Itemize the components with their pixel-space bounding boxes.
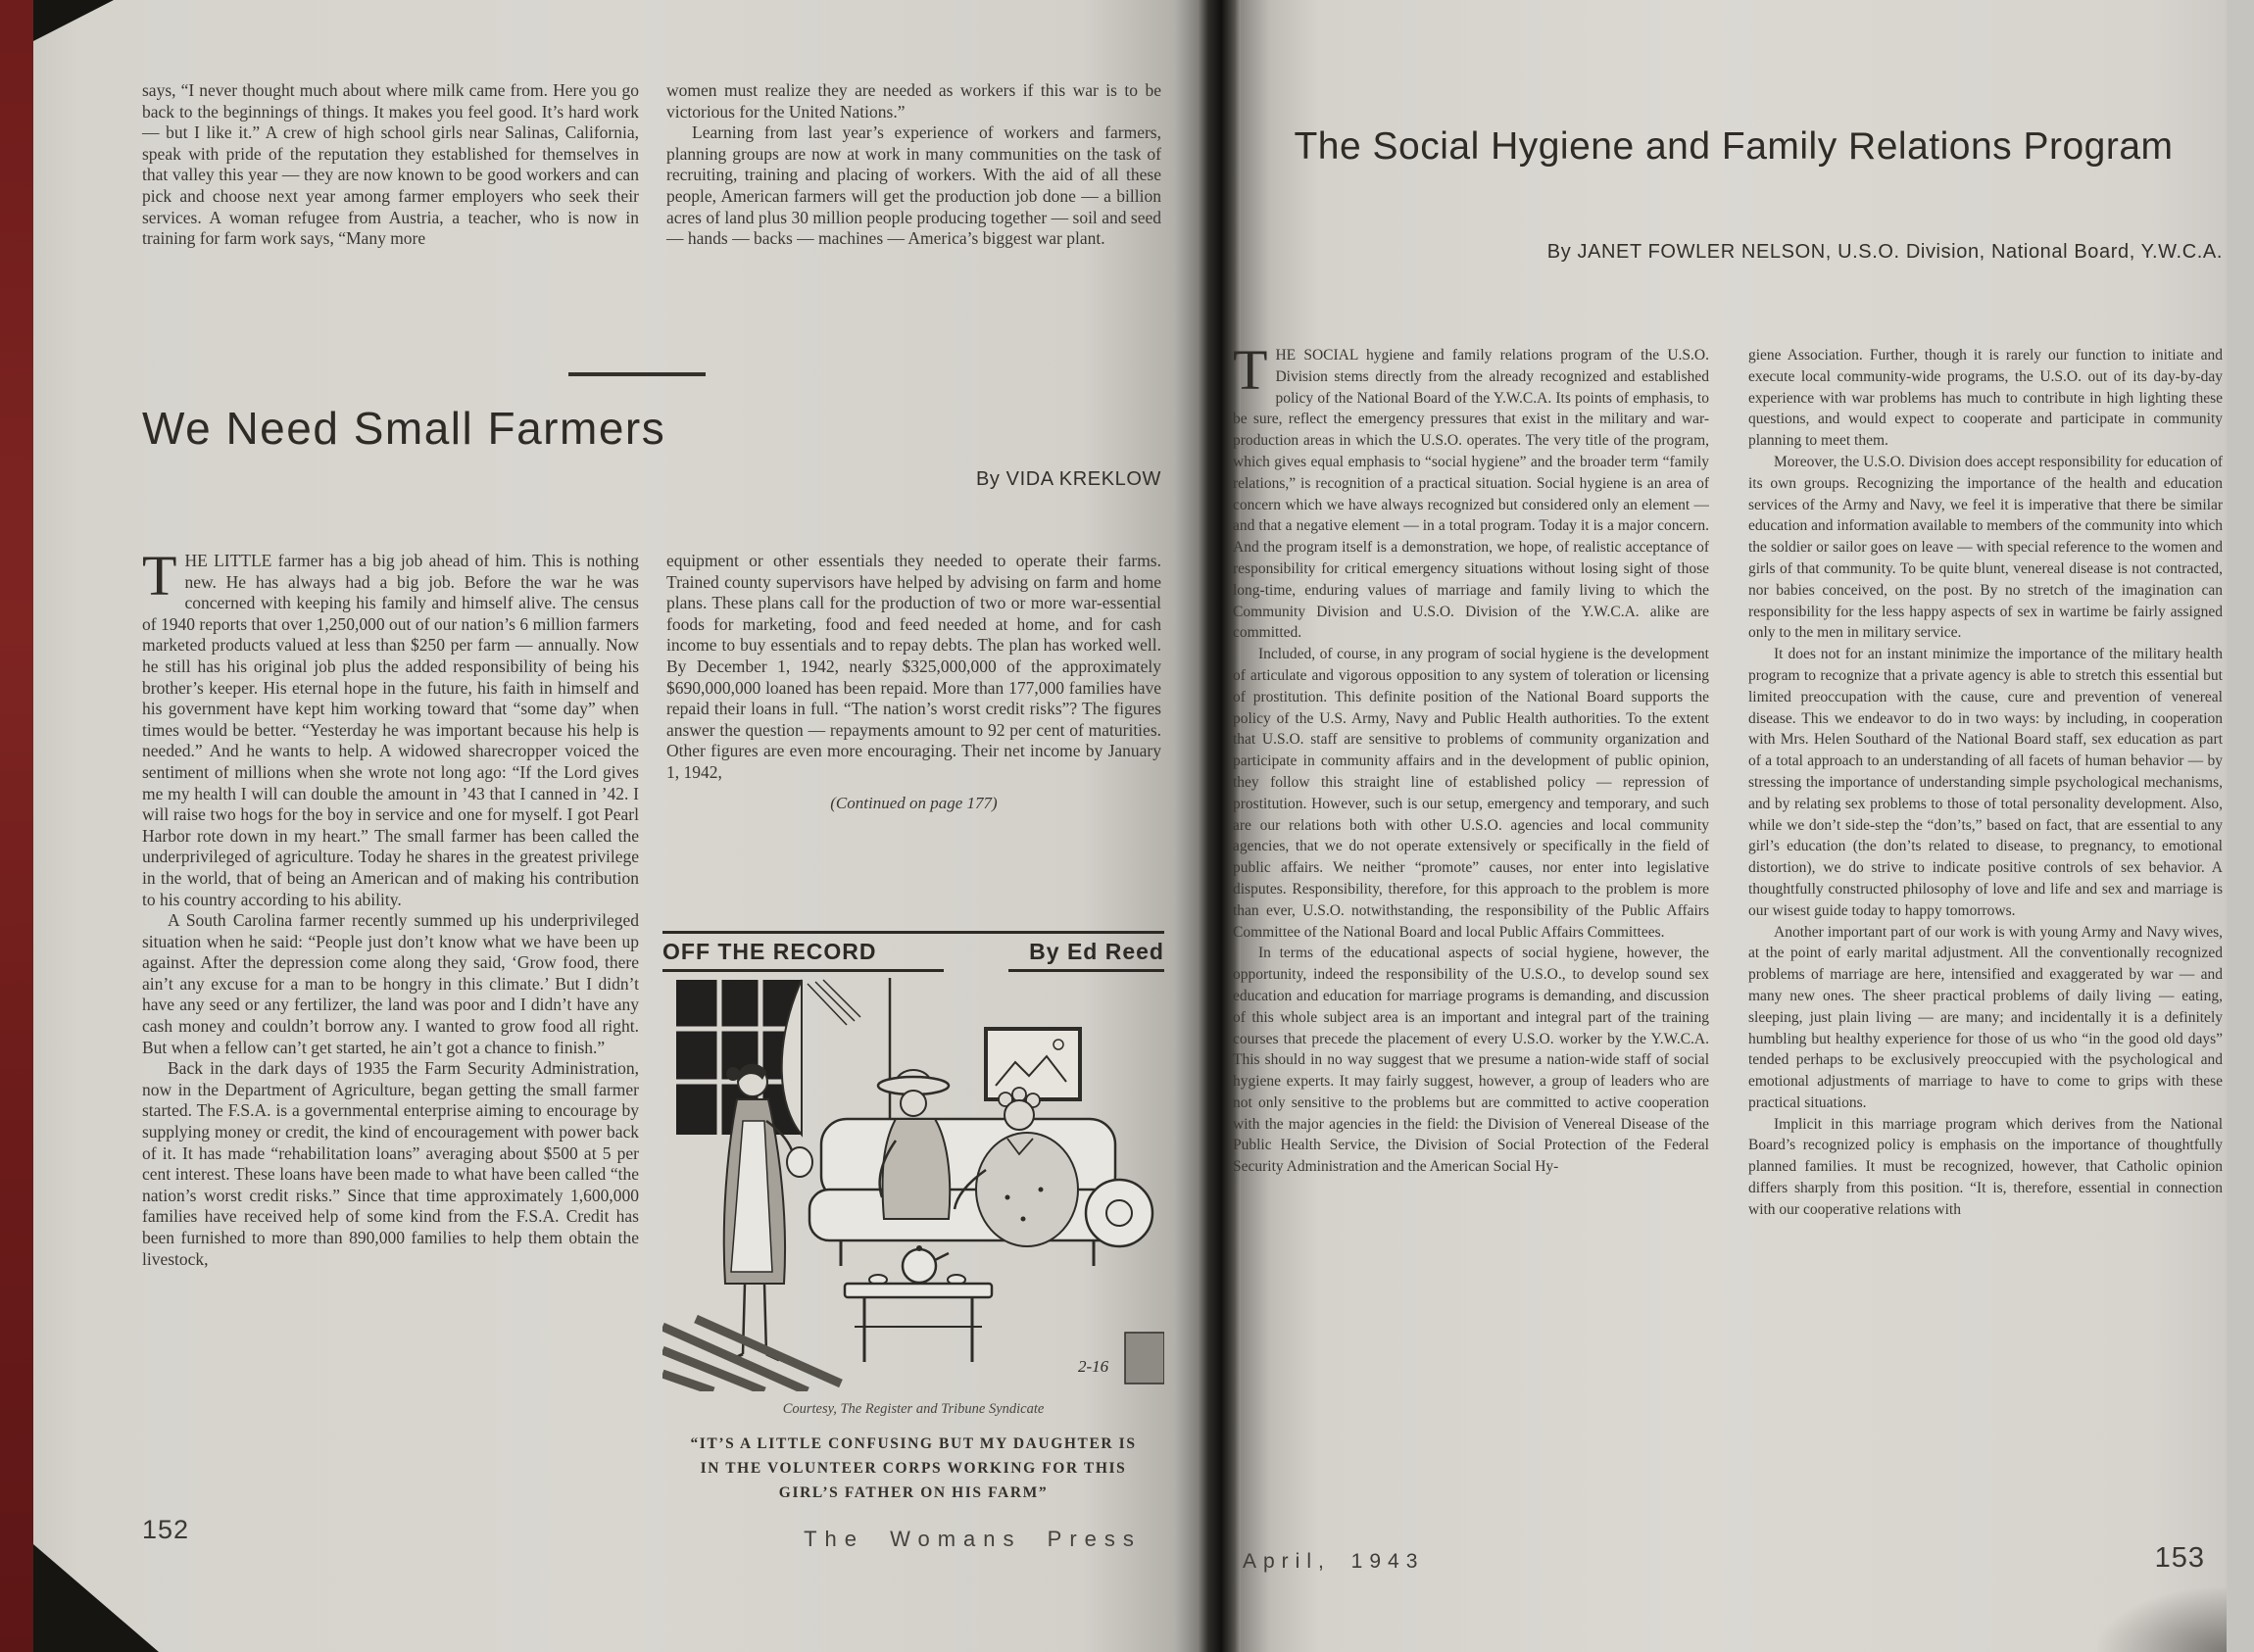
paragraph: Back in the dark days of 1935 the Farm Security Administration, now in the Department of Agriculture, began getting the small farmer started. The F.S.A. is a governmental enterprise aiming to encourage by supplying money or credit, the kind of encouragement with power back of it. It has made “rehabilitation loans” averaging about $500 at 5 per cent interest. These loans have been made to what have been called “the nation’s worst credit risks.” Since that time approximately 1,600,000 families have received help of some kind from the F.S.A. Credit has been furnished to more than 890,000 families to help them obtain the livestock,	[142, 1058, 639, 1269]
cartoon-signature: 2-16	[1078, 1357, 1109, 1376]
paragraph: giene Association. Further, though it is rarely our function to initiate and execute local community-wide programs, the U.S.O. out of its day-by-day experience with war problems has much to contribute in high lighting these questions, and would expect to cooperate and participate in community planning to meet them.	[1748, 347, 2223, 450]
article-left-col1	[142, 551, 639, 1521]
magazine-title-footer: The Womans Press	[804, 1527, 1142, 1551]
article-right-col2	[1748, 345, 2223, 1532]
paragraph: Included, of course, in any program of social hygiene is the development of articulate and vigorous opposition to any system of toleration or licensing of prostitution. This definite position of the National Board supports the policy of the U.S. Army, Navy and Public Health authorities. To the extent that U.S.O. staff are sensitive to problems of community organization and participate in community affairs and in the development of public opinion, they follow this straight line of established policy — repression of prostitution. However, such is our setup, emergency and temporary, and such are our relations both with other U.S.O. agencies and local community agencies, that we do not operate extensively or specifically in the field of public affairs. We neither “promote” causes, nor enter into legislative disputes. Responsibility, therefore, for this approach to the problem is more than ever, U.S.O. notwithstanding, the responsibility of the Public Affairs Committee of the National Board and local Public Affairs Committees.	[1233, 646, 1709, 941]
paragraph-text: HE SOCIAL hygiene and family relations program of the U.S.O. Division stems directly from the already recognized and established policy of the National Board of the Y.W.C.A. Its points of emphasis, to be sure, reflect the emergency pressures that exist in the military and war-production areas in which the U.S.O. operates. The very title of the program, which gives equal emphasis to “social hygiene” and the broader term “family relations,” is recognition of a practical situation. Social hygiene is an area of concern which we have always recognized but considered only an element — and that a negative element — in a total program. Today it is a major concern. And the program itself is a demonstration, we hope, of realistic acceptance of responsibility for critical emergency situations without losing sight of those long-time, enduring values of marriage and family living to which the Community Division and U.S.O. Division of the Y.W.C.A. alike are committed.	[1233, 347, 1709, 642]
page-curl-bottom-left	[33, 1544, 159, 1652]
continued-article-col1: says, “I never thought much about where milk came from. Here you go back to the beginnings of things. It makes you feel good. It’s hard work — but I like it.” A crew of high school girls near Salinas, California, speak with pride of the reputation they established for themselves in that valley this year — they are now known to be good workers and can pick and choose next year among farmer employers who seek their services. A woman refugee from Austria, a teacher, who is now in training for farm work says, “Many more	[142, 80, 639, 249]
paragraph: Learning from last year’s experience of workers and farmers, planning groups are now at work in many communities on the task of recruiting, training and placing of workers. With the aid of all these people, American farmers will get the production job done — a billion acres of land plus 30 million people producing together — soil and seed — hands — backs — machines — America’s biggest war plant.	[666, 122, 1161, 249]
page-number-right: 153	[2154, 1542, 2205, 1574]
ottoman-block	[1125, 1333, 1164, 1384]
cartoon-title: OFF THE RECORD	[662, 939, 944, 972]
paragraph: It does not for an instant minimize the importance of the military health program to recognize that a private agency is able to stretch this essential but limited preoccupation with the cause, cure and prevention of venereal disease. This we endeavor to do in two ways: by including, in cooperation with Mrs. Helen Southard of the National Board staff, sex education as part of a total approach to an understanding of all facets of human behavior — by stressing the importance of understanding simple psychological mechanisms, and by relating sex problems to those of total personality development. Also, while we don’t side-step the “don’ts,” based on fact, that are essential to any girl’s education (the don’ts related to disease, to pregnancy, to emotional distortion), we do strive to indicate positive controls of sex behavior. A thoughtfully constructed philosophy of love and life and sex and marriage is our wisest guide today to happy tomorrows.	[1748, 646, 2223, 919]
cartoon-artist-byline: By Ed Reed	[1008, 939, 1164, 972]
cartoon-credit: Courtesy, The Register and Tribune Syndicate	[782, 1401, 1045, 1417]
paragraph: Implicit in this marriage program which derives from the National Board’s recognized policy is emphasis on the importance of thoughtfully planned families. It must be recognized, however, that Catholic opinion differs sharply from this position. “It is, therefore, essential in connection with our cooperative relations with	[1748, 1115, 2223, 1218]
paragraph	[1233, 345, 1709, 644]
picture-frame-icon	[986, 1029, 1080, 1099]
paragraph: Moreover, the U.S.O. Division does accept responsibility for education of its own groups. Recognizing the importance of the health and education services of the Army and Navy, we feel it is imperative that there be similar education and information available to members of the community into which the soldier or sailor goes on leave — with special reference to the women and girls of that community. To be quite blunt, venereal disease is not contracted, nor babies conceived, on the post. By no stretch of the imagination can responsibility for the less happy aspects of sex in wartime be fairly assigned only to the men in military service.	[1748, 453, 2223, 642]
continued-article-col2	[666, 80, 1161, 250]
cartoon-panel	[662, 931, 1164, 1505]
cartoon-illustration	[662, 972, 1164, 1391]
binding-edge-strip	[0, 0, 33, 1652]
continued-note: (Continued on page 177)	[830, 793, 998, 812]
article-title-right: The Social Hygiene and Family Relations Program	[1294, 125, 2174, 168]
paragraph	[142, 551, 639, 910]
paragraph: women must realize they are needed as workers if this war is to be victorious for the United Nations.”	[666, 80, 1161, 121]
article-byline-right: By JANET FOWLER NELSON, U.S.O. Division, National Board, Y.W.C.A.	[1546, 241, 2223, 263]
paragraph-text: HE LITTLE farmer has a big job ahead of him. This is nothing new. He has always had a big job. Before the war he was concerned with keeping his family and himself alive. The census of 1940 reports that over 1,250,000 out of our nation’s 6 million farmers marketed products valued at less than $250 per farm — annually. Now he still has his original job plus the added responsibility of being his brother’s keeper. His eternal hope in the future, his faith in himself and his government have kept him working toward that “some day” when times would be better. “Yesterday he was important because his help is needed.” And he wants to help. A widowed sharecropper voiced the sentiment of millions when she wrote not long ago: “If the Lord gives me my health I will can double the amount in ’43 that I canned in ’42. I will raise two hogs for the boy in service and one for myself. I got Pearl Harbor rote down in my heart.” The small farmer has been called the underprivileged of agriculture. Today he shares in the greatest privilege in the world, that of being an American and of making his contribution to his country according to his ability.	[142, 551, 639, 909]
article-byline-left: By VIDA KREKLOW	[975, 468, 1161, 490]
page-corner-shadow	[2097, 1587, 2227, 1652]
drop-cap: T	[142, 551, 177, 607]
paragraph: equipment or other essentials they needed to operate their farms. Trained county supervisors have helped by advising on farm and home plans. These plans call for the production of two or more war-essential foods for marketing, food and feed needed at home, and for cash income to buy essentials and to repay debts. The plan has worked well. By December 1, 1942, nearly $325,000,000 of the approximately $690,000,000 loaned has been repaid. More than 177,000 families have repaid their loans in full. “The nation’s worst credit risks”? The figures answer the question — repayments amount to 92 per cent of maturities. Other figures are even more encouraging. Their net income by January 1, 1942,	[666, 551, 1161, 782]
section-divider	[568, 372, 706, 376]
page-curl-top-left	[33, 0, 114, 41]
seated-woman-with-hat	[878, 1070, 950, 1219]
cartoon-caption: “IT’S A LITTLE CONFUSING BUT MY DAUGHTER IS IN THE VOLUNTEER CORPS WORKING FOR THIS GIRL’S FATHER ON HIS FARM”	[690, 1435, 1137, 1501]
drop-cap: T	[1233, 345, 1268, 402]
article-title-left: We Need Small Farmers	[142, 403, 666, 454]
cartoon-header	[662, 931, 1164, 972]
issue-date-footer: April, 1943	[1243, 1550, 1425, 1573]
paragraph: A South Carolina farmer recently summed up his underprivileged situation when he said: “People just don’t know what we have been up against. After the depression come along they said, ‘Grow food, there ain’t any excuse for a man to be hongry in this climate.’ But I didn’t have any seed or any fertilizer, the land was poor and I didn’t have any cash money and couldn’t borrow any. I wanted to grow food all right. But when a fellow can’t get started, he ain’t got a chance to finish.”	[142, 910, 639, 1057]
page-number-left: 152	[142, 1515, 190, 1544]
paragraph: In terms of the educational aspects of social hygiene, however, the opportunity, indeed the responsibility of the U.S.O., to develop sound sex education and education for marriage programs is demanding, and discussion of this whole subject area is an important and integral part of the training courses that precede the placement of every U.S.O. worker by the Y.W.C.A. This should in no way suggest that we presume a nation-wide staff of social hygiene experts. It may fairly suggest, however, a group of leaders who are not only sensitive to the problems but are committed to active cooperation with the major agencies in the field: the Division of Venereal Disease of the Public Health Service, the Division of Social Protection of the Federal Security Administration and the American Social Hy-	[1233, 945, 1709, 1176]
article-right-col1	[1233, 345, 1709, 1532]
tea-table	[845, 1245, 992, 1362]
paragraph: Another important part of our work is with young Army and Navy wives, at the point of early marital adjustment. All the conventionally recognized problems of marriage are here, intensified and exaggerated by war — and many new ones. The sheer practical problems of daily living — eating, sleeping, just plain living — are many; and incidentally it is a definitely humbling but healthy experience for those of us who “in the good old days” tended perhaps to be exclusively preoccupied with the psychological and emotional adjustments of marriage to have to come to grips with these practical situations.	[1748, 923, 2223, 1111]
striped-rug	[662, 1319, 841, 1391]
article-left-col2	[666, 551, 1161, 813]
